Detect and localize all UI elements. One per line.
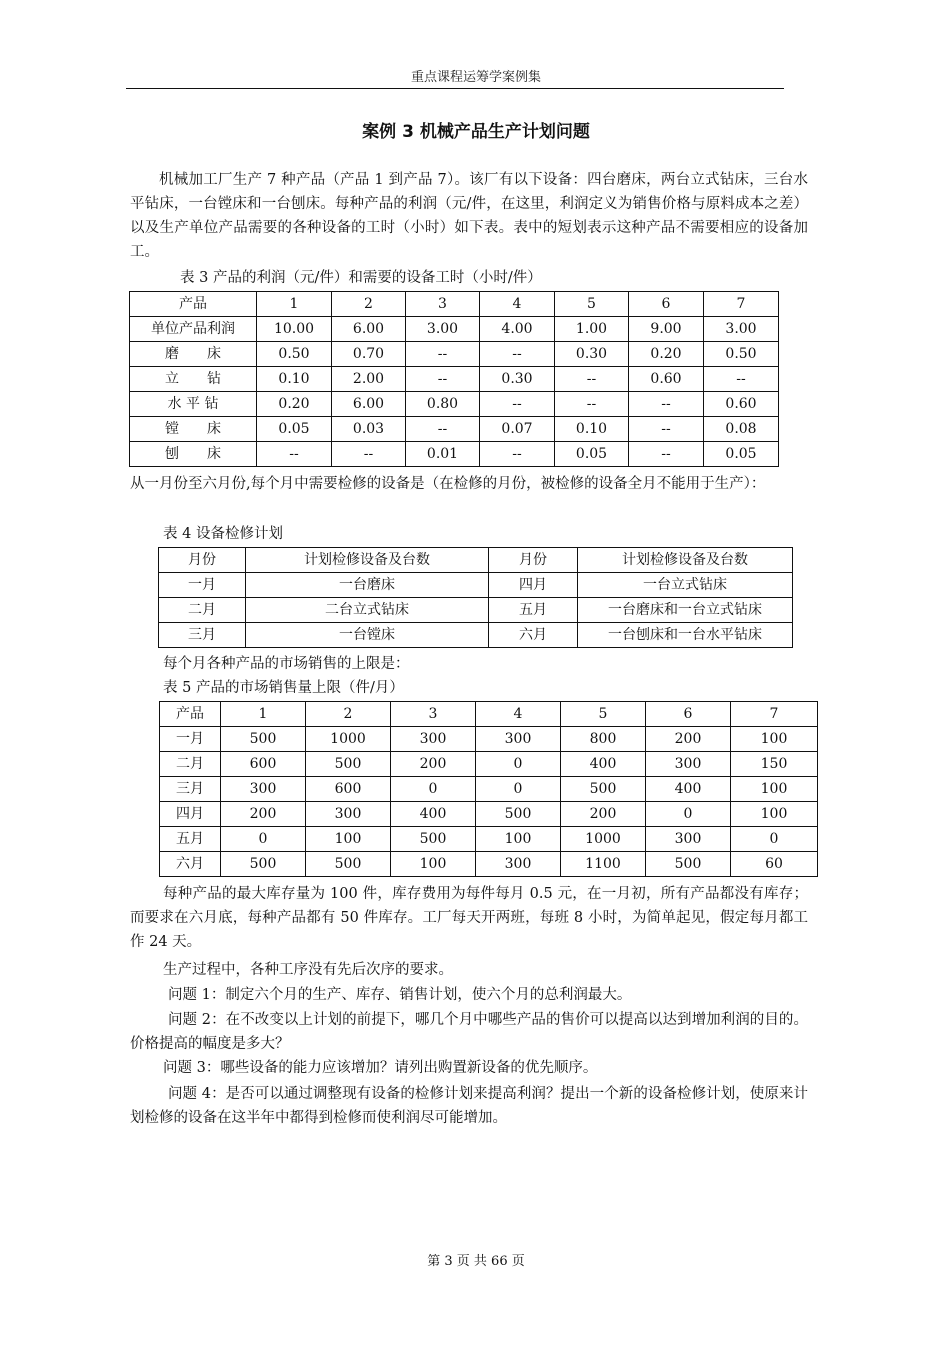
table-cell: 一台磨床 bbox=[246, 573, 489, 598]
table-cell: 200 bbox=[561, 802, 646, 827]
table-cell: 0 bbox=[476, 752, 561, 777]
table-cell: 0.07 bbox=[480, 417, 555, 442]
table-cell: 0 bbox=[391, 777, 476, 802]
table-cell: 300 bbox=[476, 852, 561, 877]
table-cell: 0 bbox=[221, 827, 306, 852]
table-cell: 400 bbox=[391, 802, 476, 827]
page-number: 第 3 页 共 66 页 bbox=[427, 1254, 525, 1269]
inventory-paragraph: 每种产品的最大库存量为 100 件，库存费用为每件每月 0.5 元，在一月初，所有产品都没有库存；而要求在六月底，每种产品都有 50 件库存。工厂每天开两班，每班 8 小时，为简单起见，假定每月都工作 24 天。 bbox=[130, 886, 808, 950]
table-row bbox=[159, 573, 793, 598]
table-cell: 100 bbox=[306, 827, 391, 852]
table-cell: 500 bbox=[561, 777, 646, 802]
table-cell: 2 bbox=[332, 292, 406, 317]
table-cell: 6.00 bbox=[332, 317, 406, 342]
table-cell: 镗 床 bbox=[130, 417, 257, 442]
table-cell: 一月 bbox=[160, 727, 221, 752]
table-cell: 单位产品利润 bbox=[130, 317, 257, 342]
table-cell: 10.00 bbox=[257, 317, 332, 342]
table-row bbox=[160, 727, 818, 752]
table-cell: 200 bbox=[646, 727, 731, 752]
table-row bbox=[130, 442, 779, 467]
table-cell: 刨 床 bbox=[130, 442, 257, 467]
question-2: 问题 2：在不改变以上计划的前提下，哪几个月中哪些产品的售价可以提高以达到增加利润的目的。价格提高的幅度是多大？ bbox=[130, 1012, 808, 1052]
table-cell: 60 bbox=[731, 852, 818, 877]
table-cell: 六月 bbox=[160, 852, 221, 877]
table-cell: 100 bbox=[731, 802, 818, 827]
table-cell: -- bbox=[629, 417, 704, 442]
table-row bbox=[130, 292, 779, 317]
table-cell: 0.70 bbox=[332, 342, 406, 367]
table-cell: 二月 bbox=[160, 752, 221, 777]
table-cell: 月份 bbox=[489, 548, 578, 573]
table-row bbox=[160, 752, 818, 777]
table-cell: 0.60 bbox=[704, 392, 779, 417]
table-cell: 2 bbox=[306, 702, 391, 727]
table-cell: 1 bbox=[221, 702, 306, 727]
table-cell: 一月 bbox=[159, 573, 246, 598]
table-row bbox=[130, 417, 779, 442]
table-cell: 100 bbox=[476, 827, 561, 852]
table-cell: 三月 bbox=[160, 777, 221, 802]
table-cell: -- bbox=[480, 342, 555, 367]
question-1: 问题 1：制定六个月的生产、库存、销售计划，使六个月的总利润最大。 bbox=[168, 987, 632, 1003]
table-cell: 0.05 bbox=[555, 442, 629, 467]
table-row bbox=[160, 852, 818, 877]
table-cell: 100 bbox=[391, 852, 476, 877]
maintenance-intro: 从一月份至六月份,每个月中需要检修的设备是（在检修的月份，被检修的设备全月不能用于生产）： bbox=[130, 476, 766, 492]
table-row bbox=[130, 342, 779, 367]
table-cell: -- bbox=[406, 367, 480, 392]
table-cell: 300 bbox=[476, 727, 561, 752]
table-cell: 600 bbox=[221, 752, 306, 777]
table-cell: 五月 bbox=[160, 827, 221, 852]
table-row bbox=[160, 827, 818, 852]
table-row bbox=[159, 548, 793, 573]
table-cell: 6 bbox=[629, 292, 704, 317]
table-cell: 产品 bbox=[130, 292, 257, 317]
table-cell: -- bbox=[704, 367, 779, 392]
table-cell: 0 bbox=[476, 777, 561, 802]
table-cell: 五月 bbox=[489, 598, 578, 623]
table-cell: 计划检修设备及台数 bbox=[578, 548, 793, 573]
question-4: 问题 4：是否可以通过调整现有设备的检修计划来提高利润？提出一个新的设备检修计划，使原来计划检修的设备在这半年中都得到检修而使利润尽可能增加。 bbox=[130, 1086, 808, 1126]
table-cell: 6.00 bbox=[332, 392, 406, 417]
table-cell: 0.30 bbox=[480, 367, 555, 392]
table-cell: 立 钻 bbox=[130, 367, 257, 392]
table-cell: 100 bbox=[731, 777, 818, 802]
header-rule bbox=[126, 88, 784, 89]
table-row bbox=[130, 367, 779, 392]
table-cell: -- bbox=[406, 417, 480, 442]
table-cell: 3 bbox=[391, 702, 476, 727]
table-cell: 计划检修设备及台数 bbox=[246, 548, 489, 573]
table-cell: 300 bbox=[391, 727, 476, 752]
table-row bbox=[159, 623, 793, 648]
table5-caption: 表 5 产品的市场销售量上限（件/月） bbox=[163, 680, 404, 696]
table-cell: 600 bbox=[306, 777, 391, 802]
table-cell: 200 bbox=[221, 802, 306, 827]
maintenance-table bbox=[158, 547, 793, 648]
table-cell: 500 bbox=[476, 802, 561, 827]
table-cell: 三月 bbox=[159, 623, 246, 648]
table-cell: 月份 bbox=[159, 548, 246, 573]
table-cell: 150 bbox=[731, 752, 818, 777]
table-cell: 1.00 bbox=[555, 317, 629, 342]
table-cell: 0 bbox=[731, 827, 818, 852]
table-cell: -- bbox=[332, 442, 406, 467]
table-cell: 0.50 bbox=[257, 342, 332, 367]
table-cell: -- bbox=[406, 342, 480, 367]
table-cell: 400 bbox=[646, 777, 731, 802]
table-row bbox=[159, 598, 793, 623]
table-row bbox=[130, 392, 779, 417]
table-cell: 3 bbox=[406, 292, 480, 317]
table-cell: 0.50 bbox=[704, 342, 779, 367]
table-cell: 二月 bbox=[159, 598, 246, 623]
table-cell: -- bbox=[629, 392, 704, 417]
table-cell: 一台刨床和一台水平钻床 bbox=[578, 623, 793, 648]
table-cell: 400 bbox=[561, 752, 646, 777]
table-cell: 4 bbox=[480, 292, 555, 317]
table-cell: 0.80 bbox=[406, 392, 480, 417]
running-header: 重点课程运筹学案例集 bbox=[410, 70, 541, 85]
table-cell: -- bbox=[480, 392, 555, 417]
table-cell: 5 bbox=[555, 292, 629, 317]
table-cell: 1000 bbox=[561, 827, 646, 852]
table-cell: 300 bbox=[646, 752, 731, 777]
table-cell: 四月 bbox=[489, 573, 578, 598]
table-cell: 6 bbox=[646, 702, 731, 727]
table-cell: 500 bbox=[306, 752, 391, 777]
table3-caption: 表 3 产品的利润（元/件）和需要的设备工时（小时/件） bbox=[180, 270, 542, 286]
question-3: 问题 3：哪些设备的能力应该增加？请列出购置新设备的优先顺序。 bbox=[163, 1060, 598, 1076]
table-cell: 500 bbox=[221, 852, 306, 877]
table-cell: 0.30 bbox=[555, 342, 629, 367]
case-title: 案例 3 机械产品生产计划问题 bbox=[362, 122, 590, 142]
table-cell: 一台镗床 bbox=[246, 623, 489, 648]
table-cell: 四月 bbox=[160, 802, 221, 827]
table-cell: 500 bbox=[646, 852, 731, 877]
table-cell: 六月 bbox=[489, 623, 578, 648]
table4-caption: 表 4 设备检修计划 bbox=[163, 526, 283, 542]
table-cell: 0.60 bbox=[629, 367, 704, 392]
table-cell: 0.03 bbox=[332, 417, 406, 442]
table-row bbox=[160, 802, 818, 827]
table-cell: 200 bbox=[391, 752, 476, 777]
table-cell: 800 bbox=[561, 727, 646, 752]
profit-hours-table bbox=[129, 291, 779, 467]
table-cell: -- bbox=[555, 392, 629, 417]
intro-paragraph: 机械加工厂生产 7 种产品（产品 1 到产品 7）。该厂有以下设备：四台磨床，两台立式钻床，三台水平钻床，一台镗床和一台刨床。每种产品的利润（元/件，在这里，利润定义为销售价格与原料成本之差）以及生产单位产品需要的各种设备的工时（小时）如下表。表中的短划表示这种产品不需要相应的设备加工。 bbox=[130, 172, 808, 260]
table-cell: 1100 bbox=[561, 852, 646, 877]
table-cell: 磨 床 bbox=[130, 342, 257, 367]
table-row bbox=[160, 777, 818, 802]
table-row bbox=[160, 702, 818, 727]
table-cell: -- bbox=[480, 442, 555, 467]
table-cell: 一台磨床和一台立式钻床 bbox=[578, 598, 793, 623]
table-cell: 1 bbox=[257, 292, 332, 317]
table-cell: 300 bbox=[646, 827, 731, 852]
table-cell: 500 bbox=[221, 727, 306, 752]
table-cell: 500 bbox=[391, 827, 476, 852]
table-cell: 产品 bbox=[160, 702, 221, 727]
table-cell: 7 bbox=[731, 702, 818, 727]
table-cell: 5 bbox=[561, 702, 646, 727]
table-cell: 0.05 bbox=[257, 417, 332, 442]
table-cell: -- bbox=[257, 442, 332, 467]
table-cell: 3.00 bbox=[704, 317, 779, 342]
table-cell: -- bbox=[629, 442, 704, 467]
table-cell: 0.01 bbox=[406, 442, 480, 467]
table-cell: 500 bbox=[306, 852, 391, 877]
table-row bbox=[130, 317, 779, 342]
table-cell: 100 bbox=[731, 727, 818, 752]
table-cell: 0 bbox=[646, 802, 731, 827]
table-cell: 3.00 bbox=[406, 317, 480, 342]
table-cell: 4.00 bbox=[480, 317, 555, 342]
table-cell: 0.08 bbox=[704, 417, 779, 442]
market-limit-table bbox=[159, 701, 818, 877]
table-cell: 0.20 bbox=[257, 392, 332, 417]
order-paragraph: 生产过程中，各种工序没有先后次序的要求。 bbox=[163, 962, 453, 978]
table-cell: 4 bbox=[476, 702, 561, 727]
market-intro: 每个月各种产品的市场销售的上限是： bbox=[163, 656, 410, 672]
table-cell: 300 bbox=[306, 802, 391, 827]
table-cell: 2.00 bbox=[332, 367, 406, 392]
table-cell: 9.00 bbox=[629, 317, 704, 342]
table-cell: 0.05 bbox=[704, 442, 779, 467]
table-cell: 0.10 bbox=[257, 367, 332, 392]
table-cell: 300 bbox=[221, 777, 306, 802]
table-cell: 水 平 钻 bbox=[130, 392, 257, 417]
table-cell: 一台立式钻床 bbox=[578, 573, 793, 598]
table-cell: 1000 bbox=[306, 727, 391, 752]
table-cell: -- bbox=[555, 367, 629, 392]
table-cell: 二台立式钻床 bbox=[246, 598, 489, 623]
table-cell: 0.20 bbox=[629, 342, 704, 367]
table-cell: 0.10 bbox=[555, 417, 629, 442]
table-cell: 7 bbox=[704, 292, 779, 317]
